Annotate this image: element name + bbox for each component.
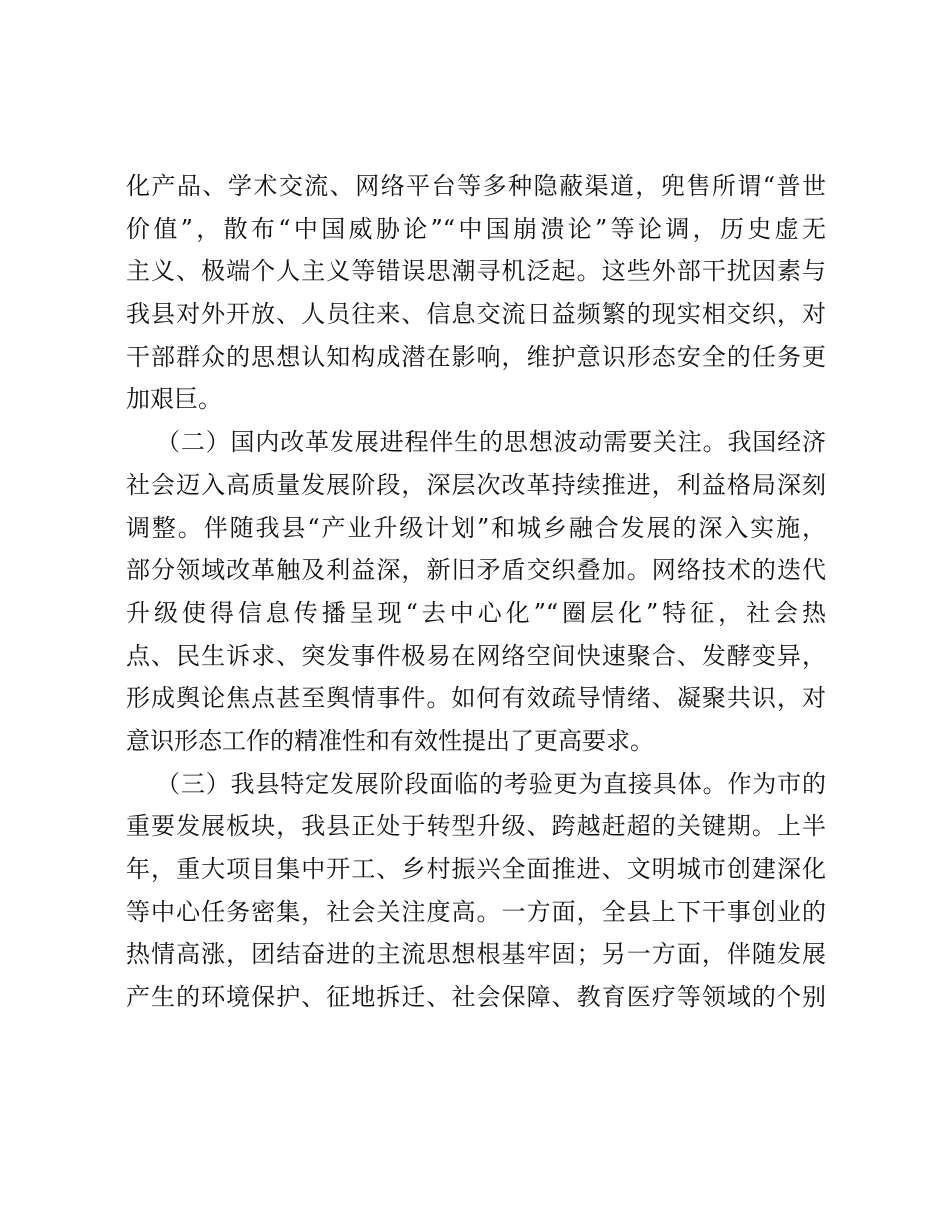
text-line: 加艰巨。 xyxy=(126,385,222,414)
text-line: 意识形态工作的精准性和有效性提出了更高要求。 xyxy=(126,726,654,755)
text-line: 升级使得信息传播呈现“去中心化”“圈层化”特征，社会热 xyxy=(126,598,826,627)
text-line: 产生的环境保护、征地拆迁、社会保障、教育医疗等领域的个别 xyxy=(126,983,826,1012)
text-line: 化产品、学术交流、网络平台等多种隐蔽渠道，兜售所谓“普世 xyxy=(126,172,826,200)
section-heading-line: （三）我县特定发展阶段面临的考验更为直接具体。作为市的 xyxy=(156,769,826,798)
text-line: 点、民生诉求、突发事件极易在网络空间快速聚合、发酵变异， xyxy=(126,641,826,670)
text-line: 我县对外开放、人员往来、信息交流日益频繁的现实相交织，对 xyxy=(126,300,826,329)
text-line: 年，重大项目集中开工、乡村振兴全面推进、文明城市创建深化 xyxy=(126,855,826,883)
text-line: 热情高涨，团结奋进的主流思想根基牢固；另一方面，伴随发展 xyxy=(126,940,826,969)
text-line: 部分领域改革触及利益深，新旧矛盾交织叠加。网络技术的迭代 xyxy=(126,556,826,585)
text-line: 主义、极端个人主义等错误思潮寻机泛起。这些外部干扰因素与 xyxy=(126,257,826,286)
text-line: 价值”，散布“中国威胁论”“中国崩溃论”等论调，历史虚无 xyxy=(126,214,826,243)
section-heading-line: （二）国内改革发展进程伴生的思想波动需要关注。我国经济 xyxy=(156,428,826,457)
text-line: 等中心任务密集，社会关注度高。一方面，全县上下干事创业的 xyxy=(126,897,826,926)
text-line: 重要发展板块，我县正处于转型升级、跨越赶超的关键期。上半 xyxy=(126,812,826,841)
paragraph-section-two xyxy=(126,421,826,763)
document-body xyxy=(126,165,826,1019)
text-line: 干部群众的思想认知构成潜在影响，维护意识形态安全的任务更 xyxy=(126,342,826,371)
text-line: 形成舆论焦点甚至舆情事件。如何有效疏导情绪、凝聚共识，对 xyxy=(126,684,826,713)
text-line: 调整。伴随我县“产业升级计划”和城乡融合发展的深入实施， xyxy=(126,513,826,542)
paragraph-section-three xyxy=(126,763,826,1019)
paragraph-external-ideological-threats xyxy=(126,165,826,421)
text-line: 社会迈入高质量发展阶段，深层次改革持续推进，利益格局深刻 xyxy=(126,470,826,499)
